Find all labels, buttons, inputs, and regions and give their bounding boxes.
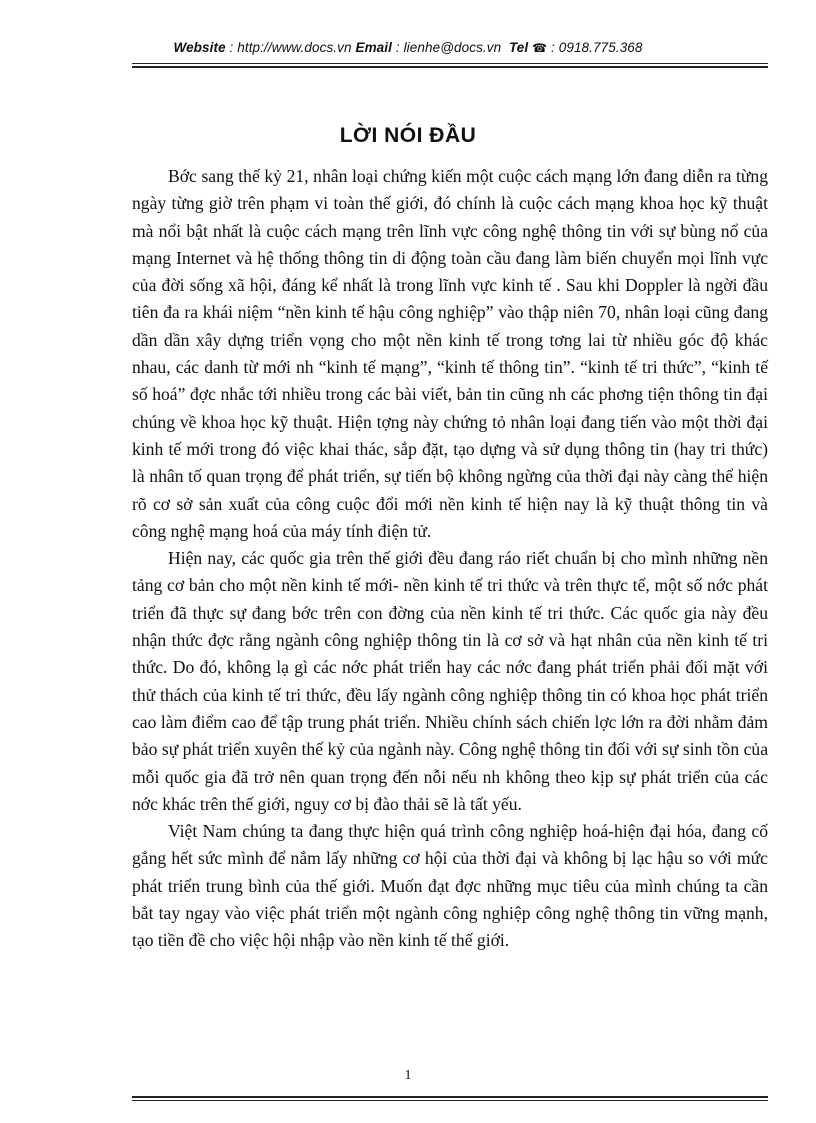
- email-separator: :: [392, 40, 404, 55]
- footer-rule-thick: [132, 1096, 768, 1098]
- email-label: Email: [355, 40, 392, 55]
- page-title: LỜI NÓI ĐẦU: [339, 124, 477, 147]
- paragraph: Việt Nam chúng ta đang thực hiện quá trình công nghiệp hoá-hiện đại hóa, đang cố gắng hết sức mình để nắm lấy những cơ hội của thời đại và không bị lạc hậu so với mức phát triển trung bình của thế giới. Muốn đạt đợc những mục tiêu của mình chúng ta cần bắt tay ngay vào việc phát triển một ngành công nghiệp công nghệ thông tin vững mạnh, tạo tiền đề cho việc hội nhập vào nền kinh tế thế giới.: [132, 821, 768, 951]
- paragraph: Hiện nay, các quốc gia trên thế giới đều đang ráo riết chuẩn bị cho mình những nền tảng cơ bản cho một nền kinh tế mới- nền kinh tế tri thức và trên thực tế, một số nớc phát triển đã thực sự đang bớc trên con đờng của nền kinh tế tri thức. Các quốc gia này đều nhận thức đợc rằng ngành công nghiệp thông tin là cơ sở và hạt nhân của nền kinh tế tri thức. Do đó, không lạ gì các nớc phát triển hay các nớc đang phát triển phải đối mặt với thử thách của kinh tế tri thức, đều lấy ngành công nghiệp thông tin có khoa học phát triển cao làm điểm cao để tập trung phát triển. Nhiều chính sách chiến lợc lớn ra đời nhằm đảm bảo sự phát triển xuyên thế kỷ của ngành này. Công nghệ thông tin đối với sự sinh tồn của mỗi quốc gia đã trở nên quan trọng đến nỗi nếu nh không theo kịp sự phát triển của các nớc khác trên thế giới, nguy cơ bị đào thải sẽ là tất yếu.: [132, 548, 768, 814]
- document-body: [132, 163, 768, 955]
- email-address[interactable]: lienhe@docs.vn: [403, 40, 502, 55]
- paragraph: Bớc sang thế kỷ 21, nhân loại chứng kiến một cuộc cách mạng lớn đang diễn ra từng ngày từng giờ trên phạm vi toàn thế giới, đó chính là cuộc cách mạng khoa học kỹ thuật mà nổi bật nhất là cuộc cách mạng trên lĩnh vực công nghệ thông tin với sự bùng nổ của mạng Internet và hệ thống thông tin di động toàn cầu đang làm biến chuyển mọi lĩnh vực của đời sống xã hội, đáng kể nhất là trong lĩnh vực kinh tế . Sau khi Doppler là ngời đầu tiên đa ra khái niệm “nền kinh tế hậu công nghiệp” vào thập niên 70, nhân loại cũng đang dần dần xây dựng triển vọng cho một nền kinh tế trong tơng lai từ nhiều góc độ khác nhau, các danh từ mới nh “kinh tế mạng”, “kinh tế thông tin”. “kinh tế tri thức”, “kinh tế số hoá” đợc nhắc tới nhiều trong các bài viết, bản tin cũng nh các phơng tiện thông tin đại chúng về khoa học kỹ thuật. Hiện tợng này chứng tỏ nhân loại đang tiến vào một thời đại kinh tế mới trong đó việc khai thác, sắp đặt, tạo dựng và sử dụng thông tin (hay tri thức) là nhân tố quan trọng để phát triển, sự tiến bộ không ngừng của thời đại này càng thể hiện rõ cơ sở sản xuất của công cuộc đổi mới nền kinh tế hiện nay là kỹ thuật thông tin và công nghệ mạng hoá của máy tính điện tử.: [132, 166, 768, 541]
- header-rule-thick: [132, 66, 768, 68]
- tel-label: Tel: [508, 40, 529, 55]
- tel-separator: :: [547, 40, 559, 55]
- tel-number: 0918.775.368: [558, 40, 643, 55]
- page-number: 1: [404, 1068, 412, 1083]
- page-header: [0, 40, 816, 55]
- header-rule-thin: [132, 63, 768, 64]
- website-url[interactable]: http://www.docs.vn: [237, 40, 352, 55]
- website-separator: :: [225, 40, 238, 55]
- footer-rule-thin: [132, 1100, 768, 1101]
- website-label: Website: [173, 40, 226, 55]
- phone-icon: ☎: [532, 41, 548, 55]
